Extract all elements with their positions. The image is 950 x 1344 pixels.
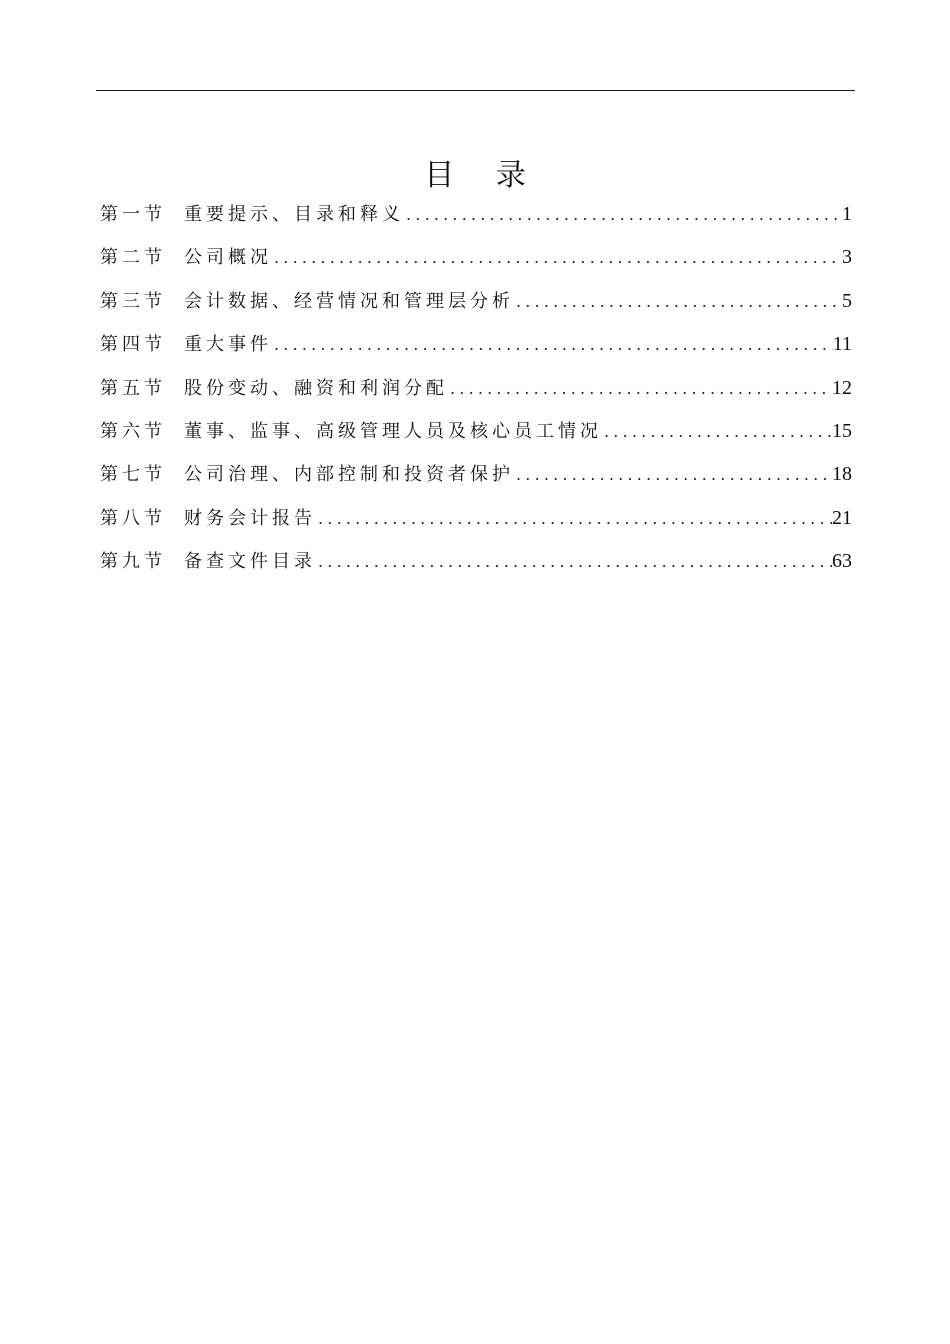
toc-section-number: 第八节 bbox=[100, 507, 166, 529]
toc-dot-leader bbox=[514, 457, 832, 493]
toc-entry[interactable] bbox=[100, 283, 852, 326]
toc-section-title: 重要提示、目录和释义 bbox=[184, 204, 404, 225]
toc-section-number: 第五节 bbox=[100, 377, 166, 399]
toc-page-number: 18 bbox=[832, 463, 852, 486]
toc-dot-leader bbox=[448, 371, 832, 407]
toc-entry[interactable] bbox=[100, 500, 852, 543]
toc-page-number: 5 bbox=[842, 289, 852, 312]
toc-page-number: 15 bbox=[832, 419, 852, 442]
toc-dot-leader bbox=[602, 414, 832, 450]
toc-dot-leader bbox=[316, 501, 832, 537]
toc-page-number: 12 bbox=[832, 376, 852, 399]
toc-title: 目 录 bbox=[424, 158, 542, 193]
toc-section-title: 备查文件目录 bbox=[184, 551, 316, 573]
toc-section-title: 财务会计报告 bbox=[184, 507, 316, 529]
toc-section-title: 股份变动、融资和利润分配 bbox=[184, 377, 448, 399]
toc-dot-leader bbox=[272, 327, 833, 363]
toc-section-title: 会计数据、经营情况和管理层分析 bbox=[184, 290, 514, 312]
toc-dot-leader bbox=[404, 197, 842, 233]
toc-page-number: 11 bbox=[832, 333, 852, 356]
toc-section-number: 第九节 bbox=[100, 551, 166, 573]
toc-section-number: 第一节 bbox=[100, 204, 166, 225]
toc-entry[interactable] bbox=[100, 413, 852, 456]
toc-entry[interactable] bbox=[100, 196, 852, 239]
toc-section-number: 第四节 bbox=[100, 334, 166, 356]
toc-entry[interactable] bbox=[100, 370, 852, 413]
toc-page-number: 21 bbox=[832, 506, 852, 529]
toc-dot-leader bbox=[272, 240, 842, 276]
toc-section-number: 第七节 bbox=[100, 464, 166, 486]
toc-dot-leader bbox=[514, 284, 842, 320]
toc-section-number: 第二节 bbox=[100, 247, 166, 269]
toc-section-title: 董事、监事、高级管理人员及核心员工情况 bbox=[184, 420, 602, 442]
toc-page-number: 63 bbox=[832, 550, 852, 573]
toc-section-number: 第三节 bbox=[100, 290, 166, 312]
toc-section-title: 公司概况 bbox=[184, 247, 272, 269]
toc-page-number: 1 bbox=[842, 203, 852, 225]
toc-section-title: 重大事件 bbox=[184, 334, 272, 356]
toc-dot-leader bbox=[316, 544, 832, 580]
header-rule bbox=[96, 90, 855, 91]
toc-entry[interactable] bbox=[100, 239, 852, 282]
toc-section-title: 公司治理、内部控制和投资者保护 bbox=[184, 464, 514, 486]
toc-entry[interactable] bbox=[100, 543, 852, 586]
toc-entry[interactable] bbox=[100, 456, 852, 499]
toc-entry[interactable] bbox=[100, 326, 852, 369]
toc-section-number: 第六节 bbox=[100, 420, 166, 442]
toc-page-number: 3 bbox=[842, 246, 852, 269]
table-of-contents bbox=[100, 196, 852, 587]
